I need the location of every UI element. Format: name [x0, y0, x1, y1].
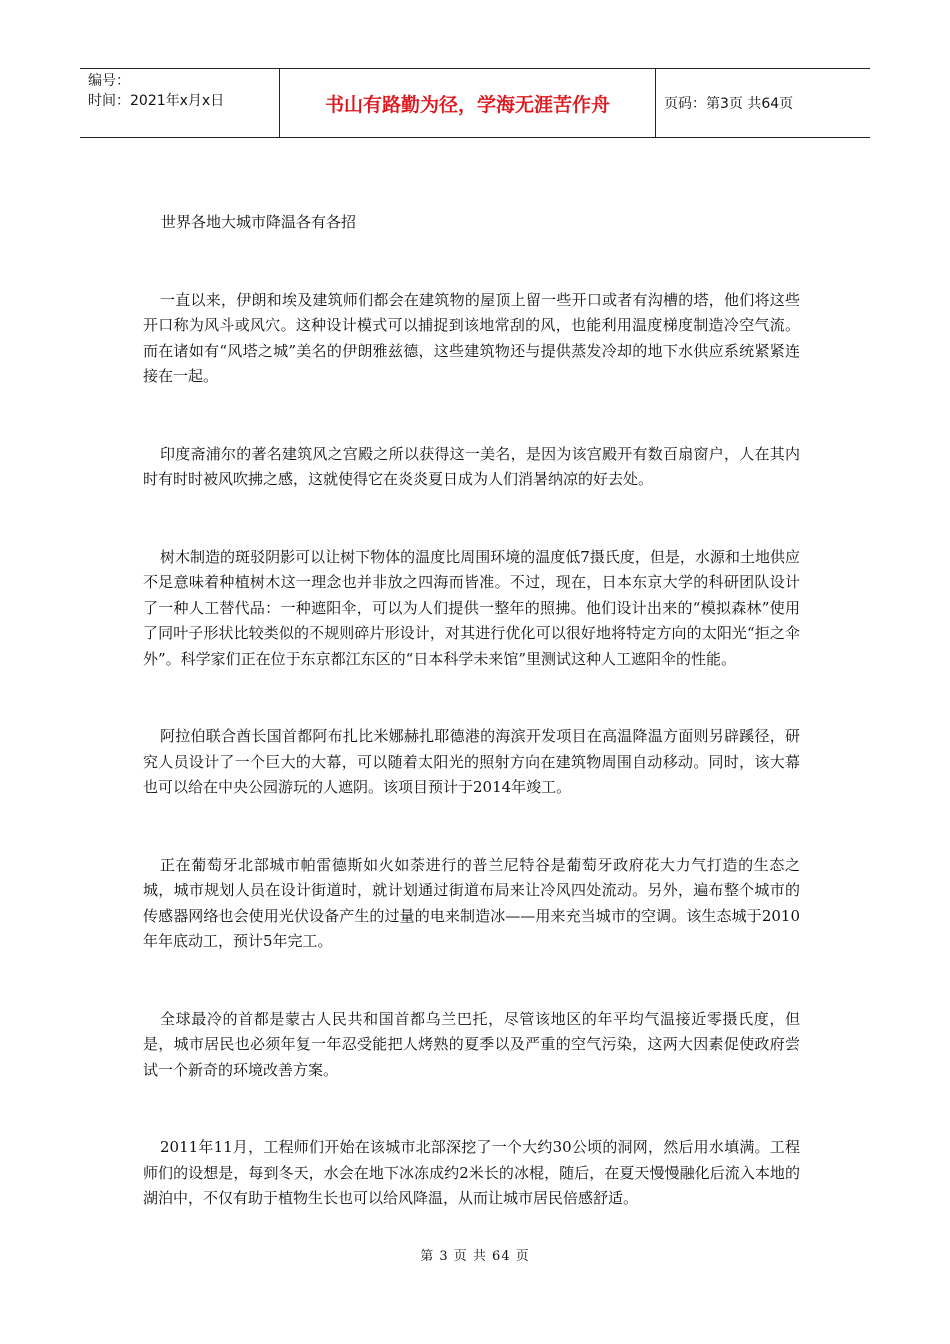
- document-title: 世界各地大城市降温各有各招: [161, 213, 357, 231]
- page-footer: 第 3 页 共 64 页: [420, 1249, 530, 1264]
- header-page-info: 页码：第3页 共64页: [664, 96, 794, 112]
- number-label: 编号：: [88, 73, 130, 89]
- paragraph: 2011年11月，工程师们开始在该城市北部深挖了一个大约30公顷的洞网，然后用水填满。工程师们的设想是，每到冬天，水会在地下冰冻成约2米长的冰棍，随后，在夏天慢慢融化后流入本地的湖泊中，不仅有助于植物生长也可以给风降温，从而让城市居民倍感舒适。: [143, 1138, 800, 1207]
- header-table: [80, 68, 870, 138]
- paragraph: 正在葡萄牙北部城市帕雷德斯如火如荼进行的普兰尼特谷是葡萄牙政府花大力气打造的生态之城，城市规划人员在设计街道时，就计划通过街道布局来让冷风四处流动。另外，遍布整个城市的传感器网络也会使用光伏设备产生的过量的电来制造冰——用来充当城市的空调。该生态城于2010年年底动工，预计5年完工。: [143, 855, 800, 950]
- paragraph: 阿拉伯联合酋长国首都阿布扎比米娜赫扎耶德港的海滨开发项目在高温降温方面则另辟蹊径，研究人员设计了一个巨大的大幕，可以随着太阳光的照射方向在建筑物周围自动移动。同时，该大幕也可以给在中央公园游玩的人遮阴。该项目预计于2014年竣工。: [143, 727, 800, 796]
- document-body: [143, 200, 800, 1212]
- paragraph: 一直以来，伊朗和埃及建筑师们都会在建筑物的屋顶上留一些开口或者有沟槽的塔，他们将这些开口称为风斗或风穴。这种设计模式可以捕捉到该地常刮的风，也能利用温度梯度制造冷空气流。而在诸如有“风塔之城”美名的伊朗雅兹德，这些建筑物还与提供蒸发冷却的地下水供应系统紧紧连接在一起。: [143, 290, 800, 385]
- paragraph: 全球最冷的首都是蒙古人民共和国首都乌兰巴托，尽管该地区的年平均气温接近零摄氏度，但是，城市居民也必须年复一年忍受能把人烤熟的夏季以及严重的空气污染，这两大因素促使政府尝试一个新奇的环境改善方案。: [143, 1009, 800, 1079]
- header-motto: 书山有路勤为径，学海无涯苦作舟: [280, 69, 656, 137]
- paragraph: 树木制造的斑驳阴影可以让树下物体的温度比周围环境的温度低7摄氏度，但是，水源和土地供应不足意味着种植树木这一理念也并非放之四海而皆准。不过，现在，日本东京大学的科研团队设计了一种人工替代品：一种遮阳伞，可以为人们提供一整年的照拂。他们设计出来的“模拟森林”使用了同叶子形状比较类似的不规则碎片形设计，对其进行优化可以很好地将特定方向的太阳光“拒之伞外”。科学家们正在位于东京都江东区的“日本科学未来馆”里测试这种人工遮阳伞的性能。: [143, 547, 800, 668]
- paragraph: 印度斋浦尔的著名建筑风之宫殿之所以获得这一美名，是因为该宫殿开有数百扇窗户，人在其内时有时时被风吹拂之感，这就使得它在炎炎夏日成为人们消暑纳凉的好去处。: [143, 444, 800, 488]
- date-label: 时间：2021年x月x日: [88, 93, 225, 109]
- header-meta: [80, 69, 280, 137]
